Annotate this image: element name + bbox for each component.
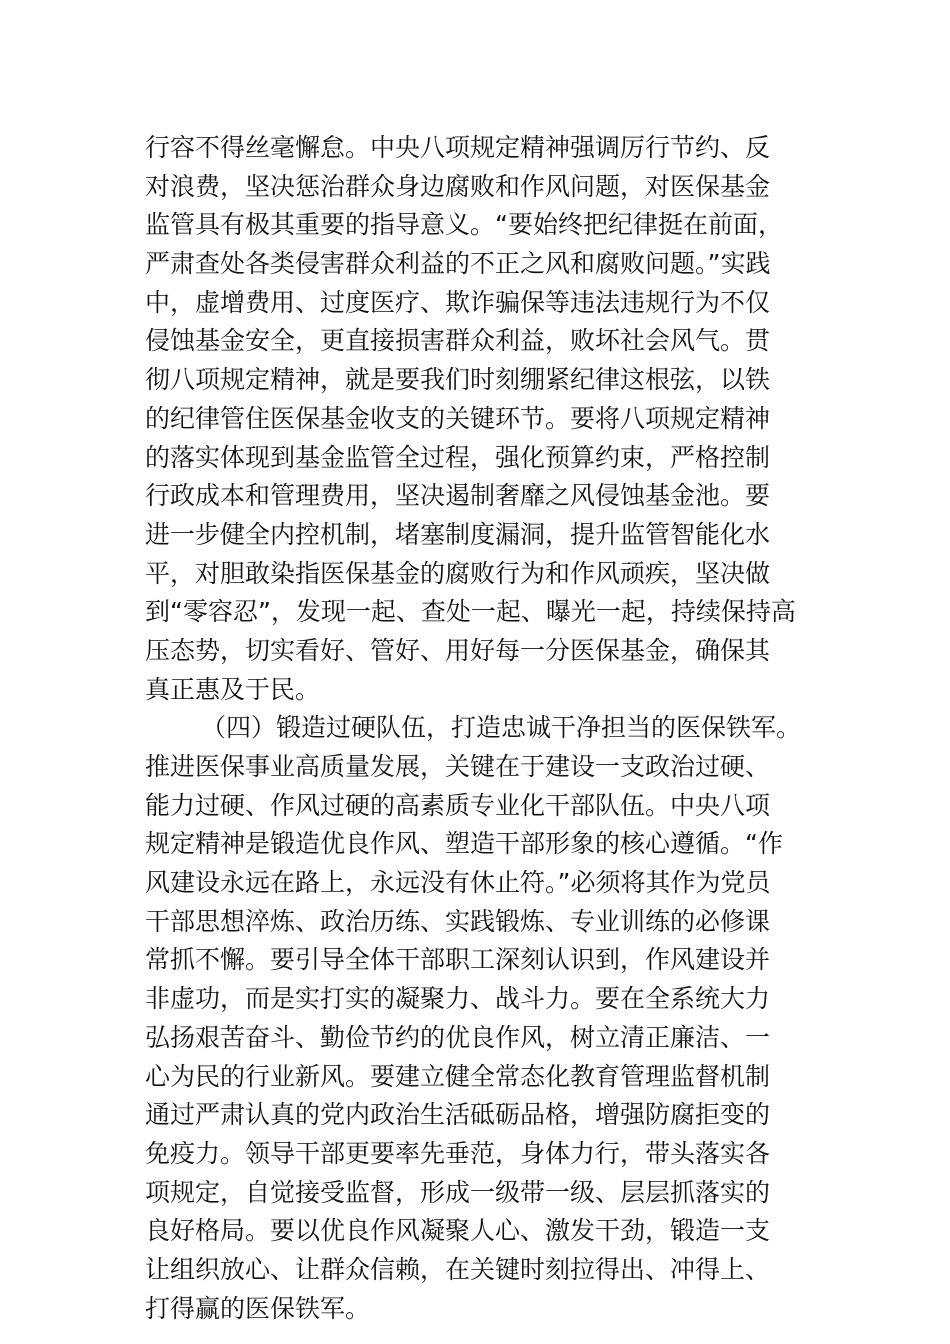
text-line: 通过严肃认真的党内政治生活砥砺品格，增强防腐拒变的	[145, 1100, 771, 1130]
text-line: 平，对胆敢染指医保基金的腐败行为和作风顽疾，坚决做	[145, 558, 771, 588]
text-line: 中，虚增费用、过度医疗、欺诈骗保等违法违规行为不仅	[145, 287, 771, 317]
section-heading-line: （四）锻造过硬队伍，打造忠诚干净担当的医保铁军。	[201, 713, 802, 743]
text-line: 能力过硬、作风过硬的高素质专业化干部队伍。中央八项	[145, 790, 771, 820]
text-line: 的纪律管住医保基金收支的关键环节。要将八项规定精神	[145, 403, 771, 433]
text-line: 良好格局。要以优良作风凝聚人心、激发干劲，锻造一支	[145, 1216, 771, 1246]
text-line: 项规定，自觉接受监督，形成一级带一级、层层抓落实的	[145, 1177, 771, 1207]
text-line: 打得赢的医保铁军。	[145, 1293, 371, 1323]
text-line: 侵蚀基金安全，更直接损害群众利益，败坏社会风气。贯	[145, 326, 771, 356]
text-line: 免疫力。领导干部更要率先垂范，身体力行，带头落实各	[145, 1138, 771, 1168]
text-line: 心为民的行业新风。要建立健全常态化教育管理监督机制	[145, 1061, 771, 1091]
text-line: 真正惠及于民。	[145, 674, 321, 704]
text-line: 干部思想淬炼、政治历练、实践锻炼、专业训练的必修课	[145, 906, 771, 936]
text-line: 彻八项规定精神，就是要我们时刻绷紧纪律这根弦，以铁	[145, 365, 771, 395]
text-line: 监管具有极其重要的指导意义。“要始终把纪律挺在前面，	[145, 210, 783, 240]
text-line: 规定精神是锻造优良作风、塑造干部形象的核心遵循。“作	[145, 829, 783, 859]
text-line: 风建设永远在路上，永远没有休止符。”必须将其作为党员	[145, 868, 771, 898]
text-line: 压态势，切实看好、管好、用好每一分医保基金，确保其	[145, 635, 771, 665]
text-line: 非虚功，而是实打实的凝聚力、战斗力。要在全系统大力	[145, 984, 771, 1014]
text-line: 对浪费，坚决惩治群众身边腐败和作风问题，对医保基金	[145, 171, 771, 201]
text-line: 进一步健全内控机制，堵塞制度漏洞，提升监管智能化水	[145, 519, 771, 549]
text-line: 的落实体现到基金监管全过程，强化预算约束，严格控制	[145, 442, 771, 472]
text-line: 常抓不懈。要引导全体干部职工深刻认识到，作风建设并	[145, 945, 771, 975]
text-line: 推进医保事业高质量发展，关键在于建设一支政治过硬、	[145, 752, 771, 781]
text-line: 到“零容忍”，发现一起、查处一起、曝光一起，持续保持高	[145, 597, 796, 627]
text-line: 行政成本和管理费用，坚决遏制奢靡之风侵蚀基金池。要	[145, 481, 771, 511]
text-line: 严肃查处各类侵害群众利益的不正之风和腐败问题。”实践	[145, 249, 771, 279]
text-line: 行容不得丝毫懈怠。中央八项规定精神强调厉行节约、反	[145, 133, 771, 162]
text-line: 弘扬艰苦奋斗、勤俭节约的优良作风，树立清正廉洁、一	[145, 1022, 771, 1052]
body-text	[145, 129, 835, 1328]
text-line: 让组织放心、让群众信赖，在关键时刻拉得出、冲得上、	[145, 1254, 771, 1284]
